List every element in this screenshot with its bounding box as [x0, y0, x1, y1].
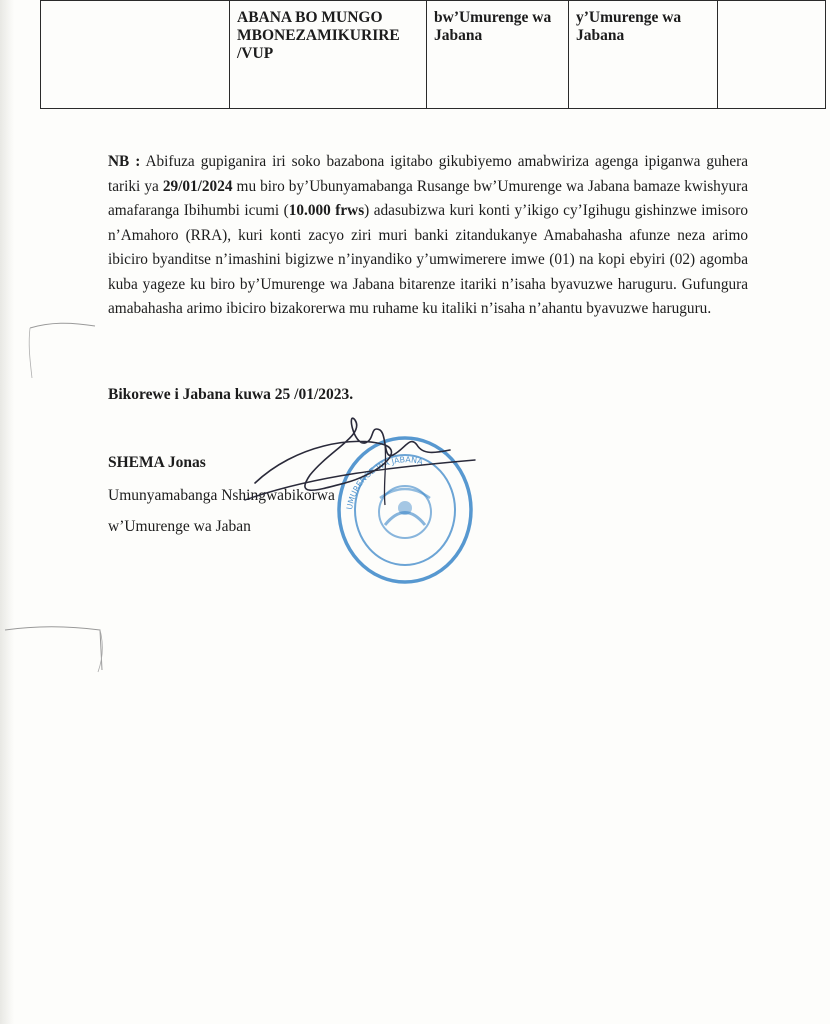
table-row — [41, 1, 826, 109]
note-text: ) adasubizwa kuri konti y’ikigo cy’Igihugu gishinzwe imisoro n’Amahoro (RRA), kuri konti zacyo ziri muri banki zitandukanye Amabahasha afunze neza arimo ibiciro byanditse n’imashini bigizwe n’inyandiko y’umwimerere imwe (01) na kopi ebyiri (02) agomba kuba yageze ku biro by’Umurenge wa Jabana bitarenze itariki n’isaha byavuzwe haruguru. Gufungura amabahasha arimo ibiciro bizakorerwa mu ruhame ku italiki n’isaha n’ahantu byavuzwe haruguru. — [108, 202, 748, 317]
table-cell-sector: y’Umurenge wa Jabana — [569, 1, 718, 109]
signer-title: w’Umurenge wa Jaban — [108, 518, 251, 535]
note-amount: 10.000 frws — [288, 202, 365, 219]
note-paragraph — [108, 150, 748, 322]
date-line: Bikorewe i Jabana kuwa 25 /01/2023. — [108, 386, 354, 403]
scan-edge-marks — [0, 300, 120, 700]
table-cell — [718, 1, 826, 109]
note-text: Abifuza gupiganira iri soko bazabona igitabo gikubiyemo amabwiriza agenga ipiganwa guhera tariki ya — [108, 153, 749, 195]
note-text: mu biro by’Ubunyamabanga Rusange bw’Umurenge wa Jabana bamaze kwishyura amafaranga Ibihumbi icumi ( — [108, 177, 749, 219]
svg-text:UMURENGE WA JABANA: UMURENGE WA JABANA — [345, 455, 424, 511]
table-fragment — [40, 0, 826, 109]
signer-title: Umunyamabanga Nshingwabikorwa — [108, 487, 335, 504]
table-cell-beneficiary: ABANA BO MUNGO MBONEZAMIKURIRE /VUP — [230, 1, 427, 109]
table-cell — [41, 1, 230, 109]
handwritten-signature-icon — [235, 405, 495, 545]
note-date: 29/01/2024 — [162, 177, 233, 195]
signer-name: SHEMA Jonas — [108, 454, 206, 471]
table-cell-office: bw’Umurenge wa Jabana — [427, 1, 569, 109]
note-label: NB : — [108, 153, 141, 170]
